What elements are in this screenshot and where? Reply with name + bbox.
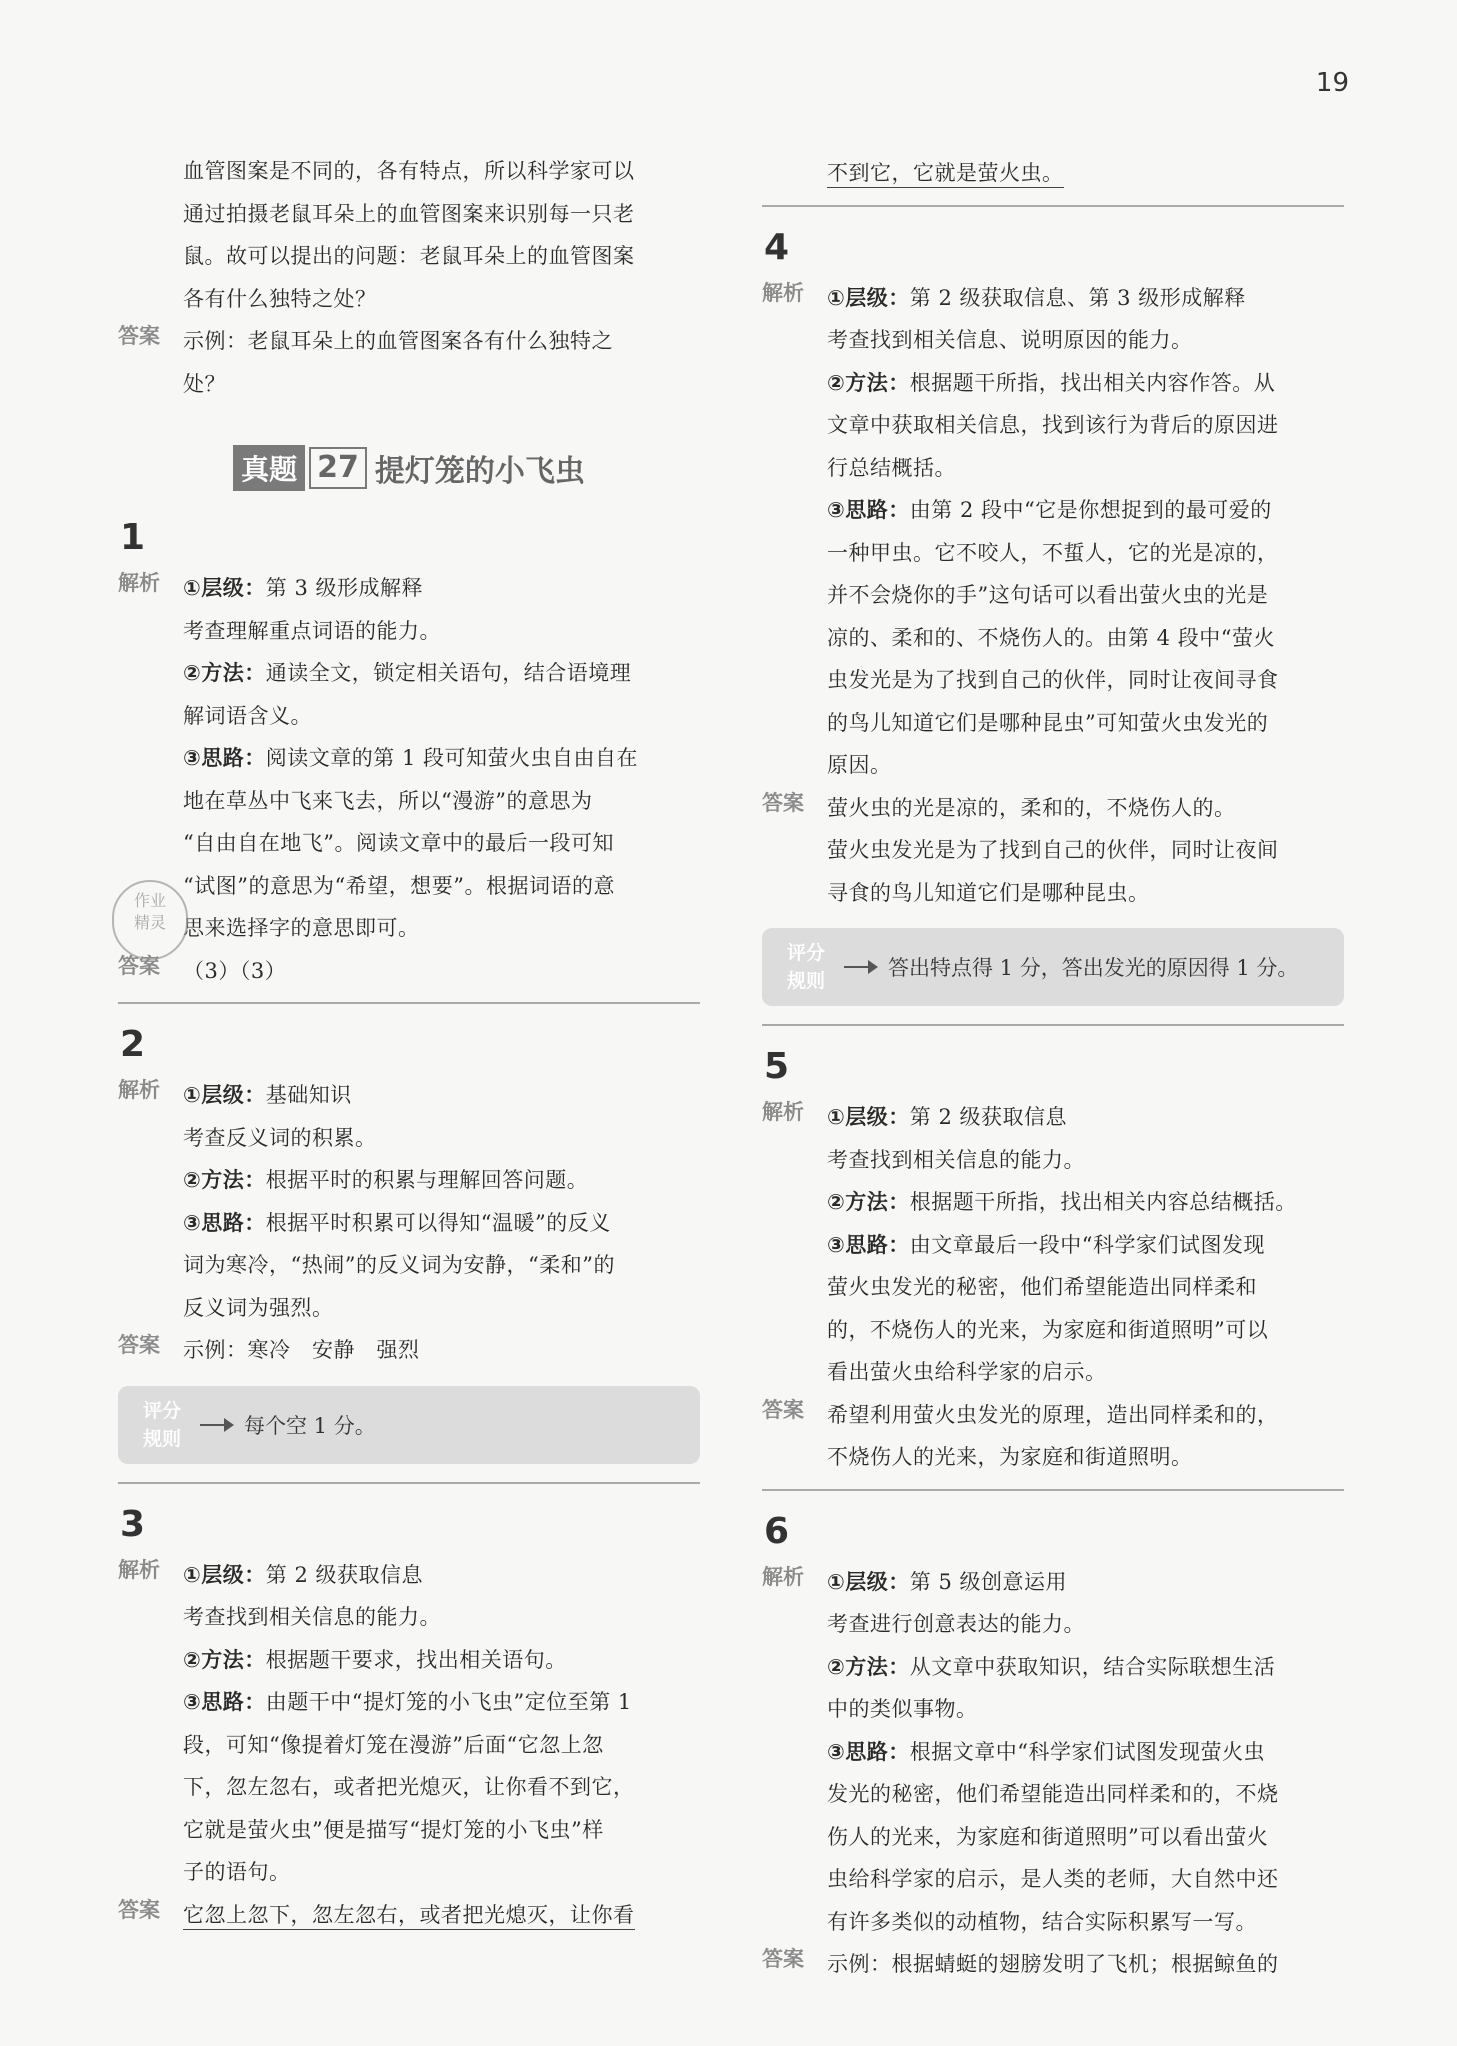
- text-line: 考查进行创意表达的能力。: [827, 1612, 1085, 1636]
- step-label: ①层级：: [827, 285, 910, 310]
- text-line: 虫发光是为了找到自己的伙伴，同时让夜间寻食: [827, 668, 1279, 692]
- question-number-4: 4: [764, 226, 790, 268]
- scoring-label-line: 评分: [142, 1399, 181, 1422]
- text-line: 血管图案是不同的，各有特点，所以科学家可以: [183, 159, 635, 183]
- text-line: [827, 1181, 1344, 1224]
- text-line: 发光的秘密，他们希望能造出同样柔和的，不烧: [827, 1782, 1279, 1806]
- answer-tag: 答案: [762, 790, 804, 815]
- text-line: [183, 1202, 700, 1245]
- step-text: 由第 2 段中“它是你想捉到的最可爱的: [909, 498, 1272, 522]
- question-number-5: 5: [764, 1046, 790, 1087]
- text-line: 通过拍摄老鼠耳朵上的血管图案来识别每一只老: [183, 201, 635, 226]
- answer-text: （3）（3）: [183, 958, 287, 983]
- step-text: 阅读文章的第 1 段可知萤火虫自由自在: [265, 746, 638, 770]
- right-column: [762, 152, 1344, 1986]
- answer-text: 示例：寒冷 安静 强烈: [183, 1338, 420, 1362]
- answer-tag: 答案: [762, 1947, 804, 1971]
- answer-tag: 答案: [762, 1397, 804, 1422]
- text-line: [827, 489, 1344, 532]
- step-label: ①层级：: [183, 1083, 266, 1107]
- scoring-label: [132, 1397, 192, 1453]
- text-line: 词为寒冷，“热闹”的反义词为安静，“柔和”的: [183, 1253, 615, 1277]
- text-line: [183, 737, 700, 780]
- answer-q3: [118, 1894, 700, 1937]
- text-line: 下，忽左忽右，或者把光熄灭，让你看不到它，: [183, 1775, 635, 1799]
- answer-q1: [118, 950, 700, 993]
- step-label: ②方法：: [827, 1190, 910, 1214]
- step-text: 基础知识: [265, 1083, 352, 1107]
- text-line: 它就是萤火虫”便是描写“提灯笼的小飞虫”样: [183, 1817, 604, 1842]
- answer-q6: [762, 1943, 1344, 1986]
- step-text: 根据平时的积累与理解回答问题。: [265, 1168, 589, 1192]
- analysis-q2: [118, 1074, 700, 1329]
- step-label: ③思路：: [827, 1739, 910, 1764]
- text-line: 中的类似事物。: [827, 1697, 978, 1721]
- answer-text: 示例：根据蜻蜓的翅膀发明了飞机；根据鲸鱼的: [827, 1952, 1279, 1976]
- step-text: 由文章最后一段中“科学家们试图发现: [909, 1232, 1266, 1257]
- text-line: 一种甲虫。它不咬人，不蜇人，它的光是凉的，: [827, 540, 1279, 565]
- scoring-label-line: 规则: [142, 1427, 181, 1450]
- text-line: [827, 1646, 1344, 1689]
- text-line: [827, 1561, 1344, 1604]
- step-text: 从文章中获取知识，结合实际联想生活: [909, 1654, 1276, 1679]
- text-line: 考查找到相关信息的能力。: [183, 1605, 441, 1629]
- divider: [118, 1482, 700, 1484]
- text-line: 并不会烧你的手”这句话可以看出萤火虫的光是: [827, 583, 1269, 607]
- divider: [118, 1002, 700, 1004]
- scoring-rule-box: [118, 1386, 700, 1464]
- text-line: 地在草丛中飞来飞去，所以“漫游”的意思为: [183, 788, 593, 813]
- answer-text: [827, 152, 1344, 195]
- answer-tag: 答案: [118, 1333, 160, 1357]
- text-line: [827, 1731, 1344, 1774]
- answer-tag: 答案: [118, 953, 160, 978]
- analysis-tag: 解析: [118, 571, 160, 595]
- step-label: ②方法：: [183, 1647, 266, 1672]
- scoring-text: 每个空 1 分。: [244, 1413, 376, 1438]
- answer-underlined: 它忽上忽下，忽左忽右，或者把光熄灭，让你看: [183, 1903, 635, 1930]
- text-line: [827, 277, 1344, 320]
- step-label: ②方法：: [827, 370, 910, 395]
- text-line: 各有什么独特之处？: [183, 286, 377, 311]
- analysis-q6: [762, 1561, 1344, 1944]
- text-line: [183, 1159, 700, 1202]
- step-text: 第 3 级形成解释: [265, 576, 423, 600]
- step-label: ②方法：: [183, 1168, 266, 1192]
- analysis-q1: [118, 567, 700, 950]
- step-label: ③思路：: [183, 1210, 266, 1235]
- text-line: 的，不烧伤人的光来，为家庭和街道照明”可以: [827, 1317, 1269, 1342]
- text-line: 文章中获取相关信息，找到该行为背后的原因进: [827, 413, 1279, 437]
- answer-q5: [762, 1394, 1344, 1479]
- step-text: 根据题干所指，找出相关内容作答。从: [909, 370, 1276, 395]
- step-text: 根据题干所指，找出相关内容总结概括。: [909, 1190, 1297, 1214]
- step-label: ②方法：: [827, 1654, 910, 1679]
- text-line: 考查理解重点词语的能力。: [183, 618, 441, 643]
- answer-underlined: 不到它，它就是萤火虫。: [827, 161, 1064, 188]
- analysis-tag: 解析: [762, 1564, 804, 1589]
- text-line: [183, 652, 700, 695]
- arrow-icon: [844, 966, 876, 968]
- title-number: 27: [309, 447, 367, 489]
- text-line: 的鸟儿知道它们是哪种昆虫”可知萤火虫发光的: [827, 710, 1269, 735]
- step-label: ②方法：: [183, 661, 266, 685]
- question-number-6: 6: [764, 1510, 790, 1552]
- step-text: 通读全文，锁定相关语句，结合语境理: [265, 661, 632, 685]
- intro-answer: [118, 320, 700, 405]
- scoring-rule-box: [762, 928, 1344, 1006]
- step-text: 第 2 级获取信息: [909, 1105, 1067, 1129]
- scoring-label: [776, 939, 836, 995]
- text-line: 反义词为强烈。: [183, 1295, 334, 1320]
- question-number-1: 1: [120, 517, 146, 558]
- step-text: 根据文章中“科学家们试图发现萤火虫: [909, 1739, 1266, 1764]
- analysis-tag: 解析: [118, 1557, 160, 1582]
- stamp-line: 作业: [133, 891, 166, 910]
- text-line: 考查反义词的积累。: [183, 1125, 377, 1150]
- text-line: 考查找到相关信息的能力。: [827, 1147, 1085, 1172]
- title-tag: 真题: [233, 445, 305, 491]
- text-line: 段，可知“像提着灯笼在漫游”后面“它忽上忽: [183, 1732, 604, 1757]
- step-text: 第 2 级获取信息: [265, 1562, 423, 1587]
- answer-line: 不烧伤人的光来，为家庭和街道照明。: [827, 1445, 1193, 1469]
- analysis-tag: 解析: [762, 280, 804, 305]
- answer-line: 处？: [183, 371, 226, 396]
- analysis-q4: [762, 277, 1344, 787]
- text-line: [183, 1639, 700, 1682]
- text-line: 原因。: [827, 753, 892, 777]
- text-line: [827, 362, 1344, 405]
- step-text: 根据题干要求，找出相关语句。: [265, 1647, 567, 1672]
- answer-tag: 答案: [118, 1897, 160, 1922]
- text-line: 伤人的光来，为家庭和街道照明”可以看出萤火: [827, 1824, 1269, 1849]
- question-number-2: 2: [120, 1024, 146, 1065]
- text-line: “试图”的意思为“希望，想要”。根据词语的意: [183, 873, 615, 898]
- analysis-q3: [118, 1554, 700, 1894]
- arrow-icon: [200, 1424, 232, 1426]
- text-line: [183, 1554, 700, 1597]
- title-text: 提灯笼的小飞虫: [374, 454, 585, 489]
- question-number-3: 3: [120, 1503, 146, 1545]
- step-label: ③思路：: [183, 746, 266, 770]
- analysis-tag: 解析: [118, 1078, 160, 1102]
- text-line: [827, 1096, 1344, 1139]
- scoring-text: 答出特点得 1 分，答出发光的原因得 1 分。: [888, 956, 1299, 980]
- answer-line: 萤火虫发光是为了找到自己的伙伴，同时让夜间: [827, 838, 1279, 862]
- step-label: ①层级：: [183, 576, 266, 600]
- step-label: ①层级：: [827, 1105, 910, 1129]
- page-number: 19: [1315, 68, 1349, 98]
- step-label: ③思路：: [827, 1232, 910, 1257]
- step-label: ③思路：: [827, 498, 910, 522]
- answer-q2: [118, 1329, 700, 1372]
- step-text: 根据平时积累可以得知“温暖”的反义: [265, 1210, 611, 1235]
- scoring-label-line: 规则: [786, 970, 825, 992]
- carry-over-answer: [762, 152, 1344, 195]
- answer-line: 示例：老鼠耳朵上的血管图案各有什么独特之: [183, 329, 613, 353]
- answer-line: 萤火虫的光是凉的，柔和的，不烧伤人的。: [827, 795, 1236, 820]
- text-line: [183, 1681, 700, 1724]
- step-label: ①层级：: [183, 1562, 266, 1587]
- analysis-tag: 解析: [762, 1100, 804, 1124]
- step-text: 由题干中“提灯笼的小飞虫”定位至第 1: [265, 1690, 632, 1714]
- divider: [762, 205, 1344, 207]
- text-line: 考查找到相关信息、说明原因的能力。: [827, 328, 1193, 352]
- step-text: 第 5 级创意运用: [909, 1569, 1067, 1594]
- stamp-line: 精灵: [133, 913, 166, 932]
- text-line: 解词语含义。: [183, 703, 312, 728]
- text-line: [183, 567, 700, 610]
- text-line: 有许多类似的动植物，结合实际积累写一写。: [827, 1909, 1257, 1934]
- intro-text: [118, 150, 700, 320]
- step-text: 第 2 级获取信息、第 3 级形成解释: [909, 285, 1246, 310]
- analysis-q5: [762, 1096, 1344, 1394]
- text-line: 思来选择字的意思即可。: [183, 916, 420, 940]
- text-line: 虫给科学家的启示，是人类的老师，大自然中还: [827, 1867, 1279, 1891]
- answer-line: 寻食的鸟儿知道它们是哪种昆虫。: [827, 880, 1150, 905]
- section-title: [118, 445, 700, 491]
- answer-q4: [762, 787, 1344, 915]
- step-label: ①层级：: [827, 1569, 910, 1594]
- answer-text: [183, 1894, 700, 1937]
- text-line: [183, 1074, 700, 1117]
- answer-line: 希望利用萤火虫发光的原理，造出同样柔和的，: [827, 1402, 1279, 1427]
- text-line: [827, 1224, 1344, 1267]
- text-line: “自由自在地飞”。阅读文章中的最后一段可知: [183, 831, 614, 855]
- scoring-label-line: 评分: [786, 942, 825, 964]
- text-line: 凉的、柔和的、不烧伤人的。由第 4 段中“萤火: [827, 625, 1275, 650]
- text-line: 萤火虫发光的秘密，他们希望能造出同样柔和: [827, 1275, 1257, 1299]
- left-column: [118, 150, 700, 1936]
- divider: [762, 1024, 1344, 1026]
- step-label: ③思路：: [183, 1690, 266, 1714]
- text-line: 鼠。故可以提出的问题：老鼠耳朵上的血管图案: [183, 244, 635, 268]
- divider: [762, 1489, 1344, 1491]
- text-line: 行总结概括。: [827, 455, 956, 480]
- text-line: 子的语句。: [183, 1860, 291, 1884]
- answer-tag: 答案: [118, 324, 160, 348]
- text-line: 看出萤火虫给科学家的启示。: [827, 1360, 1107, 1384]
- stamp-logo: [112, 880, 188, 960]
